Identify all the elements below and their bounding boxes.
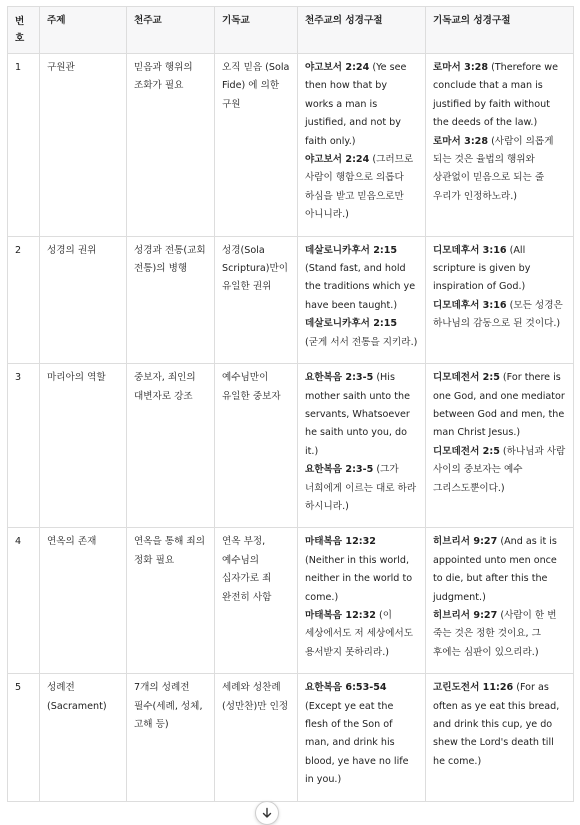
- verse-entry: [433, 369, 566, 443]
- table-row: [8, 364, 574, 528]
- table-header-row: [8, 7, 574, 54]
- verse-reference: 야고보서 2:24: [305, 154, 370, 166]
- row-catholic-verses: [298, 54, 426, 237]
- verse-entry: [433, 133, 566, 207]
- header-catholic-verses: 천주교의 성경구절: [298, 7, 426, 54]
- verse-reference: 요한복음 2:3-5: [305, 464, 374, 476]
- row-number: 1: [8, 54, 40, 237]
- verse-entry: [433, 297, 566, 334]
- row-catholic: 중보자, 죄인의 대변자로 강조: [127, 364, 215, 528]
- verse-text: (Except ye eat the flesh of the Son of man, and drink his blood, ye have no life in you.): [305, 700, 409, 786]
- verse-text: (Stand fast, and hold the traditions which ye have been taught.): [305, 263, 416, 311]
- row-catholic-verses: [298, 528, 426, 674]
- arrow-down-icon: [261, 807, 273, 819]
- verse-entry: [305, 679, 418, 789]
- row-topic: 성경의 권위: [40, 236, 127, 363]
- verse-reference: 야고보서 2:24: [305, 62, 370, 73]
- verse-entry: [305, 607, 418, 662]
- verse-text: (굳게 서서 전통을 지키라.): [305, 336, 418, 348]
- verse-text: (그가 너희에게 이르는 대로 하라 하시니라.): [305, 464, 417, 512]
- verse-text: (All scripture is given by inspiration of God.): [433, 244, 531, 293]
- verse-entry: [305, 369, 418, 461]
- row-topic: 마리아의 역할: [40, 364, 127, 528]
- verse-entry: [305, 242, 418, 316]
- verse-reference: 디모데후서 3:16: [433, 244, 507, 256]
- row-protestant-verses: [426, 364, 574, 528]
- verse-reference: 히브리서 9:27: [433, 536, 498, 548]
- verse-entry: [305, 315, 418, 352]
- verse-reference: 마태복음 12:32: [305, 536, 376, 548]
- verse-reference: 디모데후서 3:16: [433, 299, 507, 311]
- verse-entry: [433, 533, 566, 607]
- row-number: 3: [8, 364, 40, 528]
- header-number-label: 번 호: [15, 16, 25, 44]
- verse-text: (His mother saith unto the servants, Whatsoever he saith unto you, do it.): [305, 372, 410, 457]
- verse-reference: 데살로니카후서 2:15: [305, 318, 398, 330]
- row-topic: 구원관: [40, 54, 127, 237]
- verse-reference: 디모데전서 2:5: [433, 445, 500, 457]
- verse-entry: [433, 242, 566, 297]
- verse-entry: [305, 151, 418, 225]
- verse-text: (Therefore we conclude that a man is justified by faith without the deeds of the law.): [433, 62, 558, 129]
- row-catholic-verses: [298, 236, 426, 363]
- verse-text: (For there is one God, and one mediator between God and men, the man Christ Jesus.): [433, 372, 565, 439]
- verse-reference: 마태복음 12:32: [305, 609, 376, 621]
- verse-text: (Ye see then how that by works a man is justified, and not by faith only.): [305, 62, 407, 147]
- header-protestant: 기독교: [215, 7, 298, 54]
- row-catholic: 성경과 전통(교회 전통)의 병행: [127, 236, 215, 363]
- row-protestant-verses: [426, 674, 574, 801]
- table-row: [8, 236, 574, 363]
- row-number: 4: [8, 528, 40, 674]
- row-catholic-verses: [298, 364, 426, 528]
- verse-text: (사람이 한 번 죽는 것은 정한 것이요, 그 후에는 심판이 있으리라.): [433, 609, 557, 658]
- row-protestant: 세례와 성찬례(성만찬)만 인정: [215, 674, 298, 801]
- verse-entry: [305, 461, 418, 516]
- verse-entry: [433, 59, 566, 133]
- row-protestant-verses: [426, 54, 574, 237]
- comparison-table: [7, 6, 574, 802]
- verse-text: (하나님과 사람 사이의 중보자는 예수 그리스도뿐이다.): [433, 445, 566, 494]
- row-topic: 성례전 (Sacrament): [40, 674, 127, 801]
- verse-text: (Neither in this world, neither in the world to come.): [305, 554, 413, 603]
- verse-reference: 로마서 3:28: [433, 62, 489, 73]
- header-number: [8, 7, 40, 54]
- verse-text: (And as it is appointed unto men once to die, but after this the judgment.): [433, 536, 557, 603]
- comparison-table-container: [7, 6, 573, 802]
- verse-entry: [305, 59, 418, 151]
- table-row: [8, 674, 574, 801]
- row-number: 5: [8, 674, 40, 801]
- header-catholic: 천주교: [127, 7, 215, 54]
- verse-text: (For as often as ye eat this bread, and drink this cup, ye do shew the Lord's death till he come.): [433, 682, 560, 767]
- row-number: 2: [8, 236, 40, 363]
- row-catholic-verses: [298, 674, 426, 801]
- verse-reference: 고린도전서 11:26: [433, 682, 514, 694]
- table-row: [8, 528, 574, 674]
- table-row: [8, 54, 574, 237]
- verse-text: (이 세상에서도 저 세상에서도 용서받지 못하리라.): [305, 609, 414, 658]
- verse-reference: 요한복음 6:53-54: [305, 682, 387, 694]
- row-protestant: 연옥 부정, 예수님의 십자가로 죄 완전히 사함: [215, 528, 298, 674]
- verse-entry: [433, 679, 566, 771]
- row-catholic: 믿음과 행위의 조화가 필요: [127, 54, 215, 237]
- verse-text: (사람이 의롭게 되는 것은 율법의 행위와 상관없이 믿음으로 되는 줄 우리가 인정하노라.): [433, 135, 554, 202]
- row-catholic: 7개의 성례전 필수(세례, 성체, 고해 등): [127, 674, 215, 801]
- verse-reference: 디모데전서 2:5: [433, 372, 500, 384]
- verse-text: (그러므로 사람이 행함으로 의롭다 하심을 받고 믿음으로만 아니니라.): [305, 154, 414, 221]
- row-protestant-verses: [426, 528, 574, 674]
- verse-reference: 요한복음 2:3-5: [305, 372, 374, 384]
- verse-entry: [433, 443, 566, 498]
- header-topic: 주제: [40, 7, 127, 54]
- row-protestant: 성경(Sola Scriptura)만이 유일한 권위: [215, 236, 298, 363]
- verse-reference: 데살로니카후서 2:15: [305, 244, 398, 256]
- verse-reference: 히브리서 9:27: [433, 609, 498, 621]
- table-body: [8, 54, 574, 802]
- row-protestant: 오직 믿음 (Sola Fide) 에 의한 구원: [215, 54, 298, 237]
- row-protestant-verses: [426, 236, 574, 363]
- row-catholic: 연옥을 통해 죄의 정화 필요: [127, 528, 215, 674]
- verse-entry: [433, 607, 566, 662]
- verse-entry: [305, 533, 418, 607]
- verse-text: (모든 성경은 하나님의 감동으로 된 것이다.): [433, 299, 563, 330]
- verse-reference: 로마서 3:28: [433, 135, 489, 147]
- header-protestant-verses: 기독교의 성경구절: [426, 7, 574, 54]
- row-protestant: 예수님만이 유일한 중보자: [215, 364, 298, 528]
- scroll-down-button[interactable]: [255, 801, 279, 825]
- row-topic: 연옥의 존재: [40, 528, 127, 674]
